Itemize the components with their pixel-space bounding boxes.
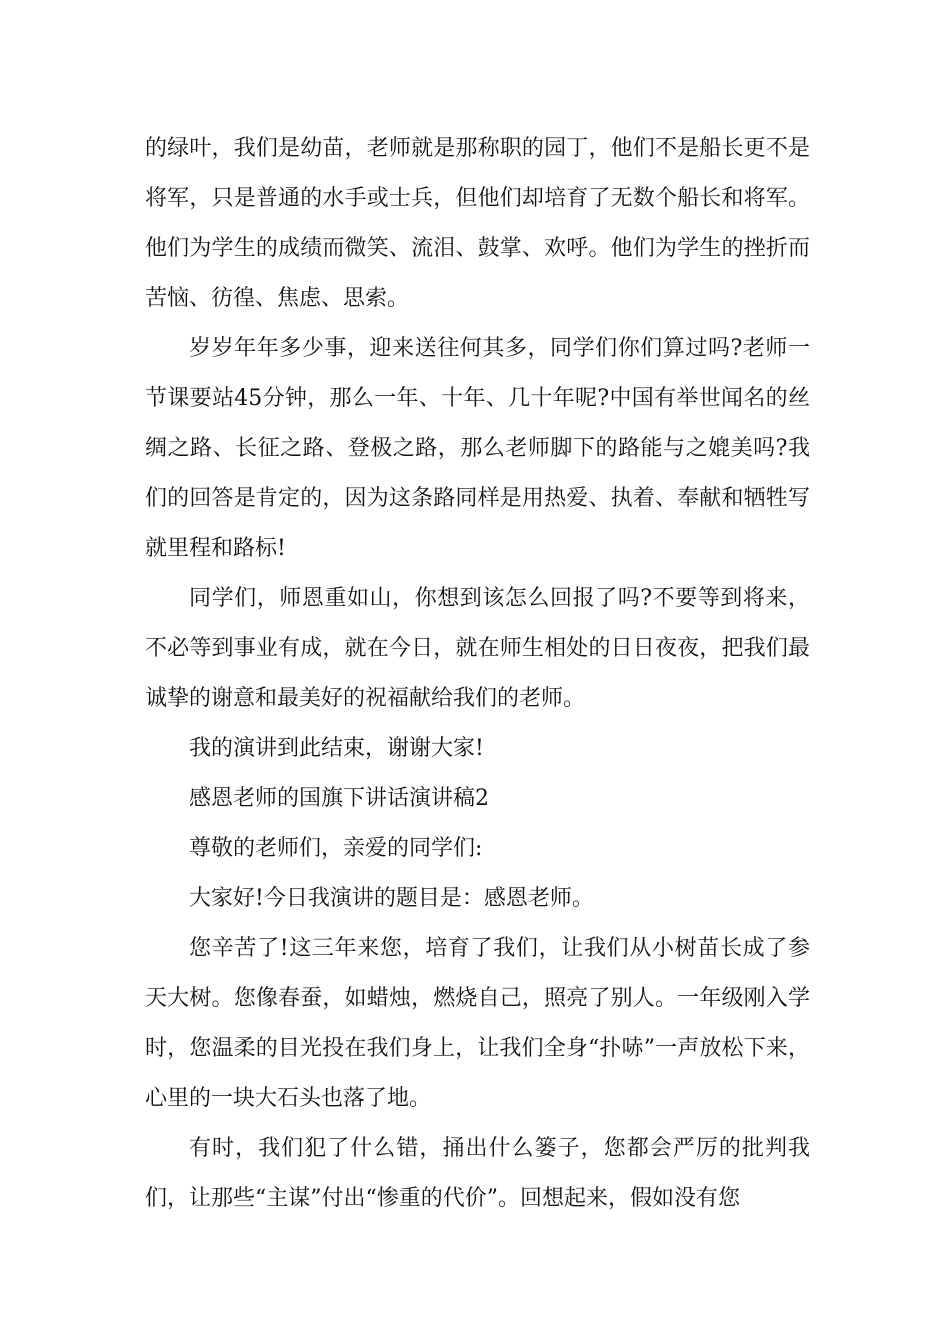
greeting: 大家好!今日我演讲的题目是：感恩老师。	[189, 886, 594, 911]
paragraph-9: 有时，我们犯了什么错，捅出什么篓子，您都会严厉的批判我们，让那些“主谋”付出“惨重的代价”。回想起来，假如没有您	[145, 1136, 810, 1211]
document-body	[145, 124, 810, 1224]
paragraph-2: 岁岁年年多少事，迎来送往何其多，同学们你们算过吗?老师一节课要站45分钟，那么一年、十年、几十年呢?中国有举世闻名的丝绸之路、长征之路、登极之路，那么老师脚下的路能与之媲美吗?我们的回答是肯定的，因为这条路同样是用热爱、执着、奉献和牺牲写就里程和路标!	[145, 336, 810, 561]
salutation: 尊敬的老师们，亲爱的同学们:	[189, 836, 483, 861]
paragraph-1: 的绿叶，我们是幼苗，老师就是那称职的园丁，他们不是船长更不是将军，只是普通的水手或士兵，但他们却培育了无数个船长和将军。他们为学生的成绩而微笑、流泪、鼓掌、欢呼。他们为学生的挫折而苦恼、彷徨、焦虑、思索。	[145, 136, 810, 311]
paragraph-8: 您辛苦了!这三年来您，培育了我们，让我们从小树苗长成了参天大树。您像春蚕，如蜡烛，燃烧自己，照亮了别人。一年级刚入学时，您温柔的目光投在我们身上，让我们全身“扑哧”一声放松下来，心里的一块大石头也落了地。	[145, 936, 810, 1111]
paragraph-3: 同学们，师恩重如山，你想到该怎么回报了吗?不要等到将来，不必等到事业有成，就在今日，就在师生相处的日日夜夜，把我们最诚挚的谢意和最美好的祝福献给我们的老师。	[145, 586, 810, 711]
speech-title: 感恩老师的国旗下讲话演讲稿2	[189, 786, 489, 811]
closing-line: 我的演讲到此结束，谢谢大家!	[189, 736, 484, 761]
